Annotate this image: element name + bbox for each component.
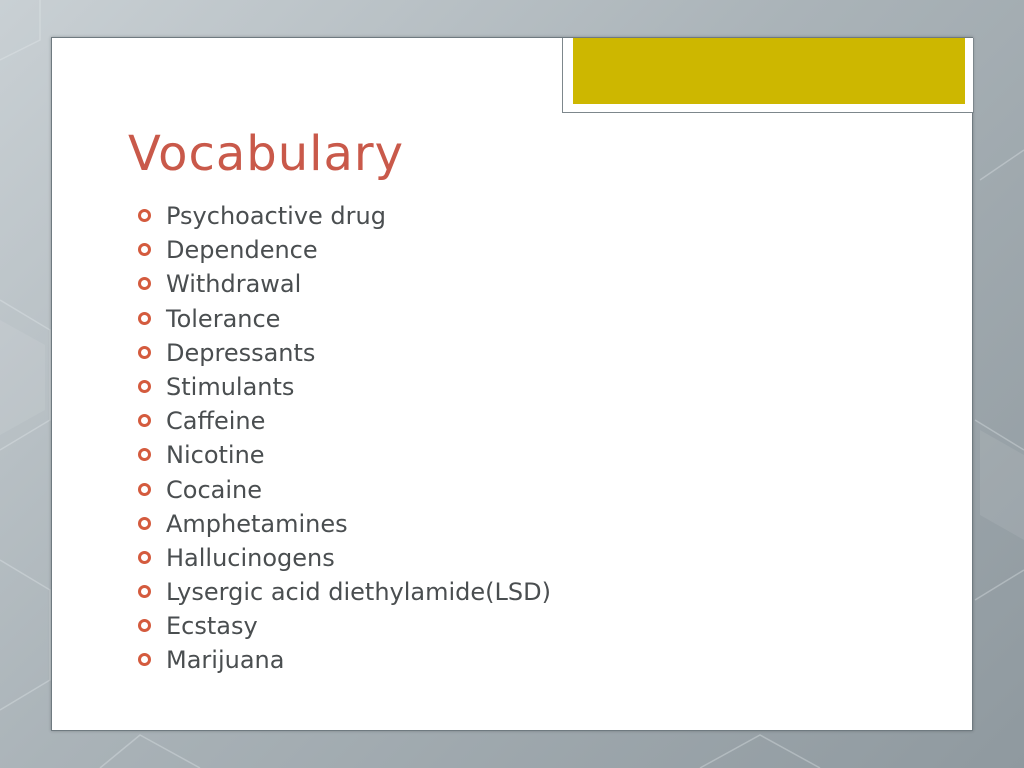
- term-text: Nicotine: [166, 441, 265, 470]
- bullet-icon: [138, 414, 151, 427]
- list-item: [136, 302, 551, 336]
- bullet-icon: [138, 619, 151, 632]
- term-text: Withdrawal: [166, 270, 302, 299]
- list-item: [136, 404, 551, 438]
- bullet-icon: [138, 585, 151, 598]
- bullet-icon: [138, 209, 151, 222]
- list-item: [136, 575, 551, 609]
- term-text: Marijuana: [166, 646, 285, 675]
- bullet-icon: [138, 653, 151, 666]
- bullet-icon: [138, 346, 151, 359]
- term-text: Depressants: [166, 338, 316, 367]
- list-item: [136, 336, 551, 370]
- vocabulary-list: [136, 199, 551, 678]
- term-text: Lysergic acid diethylamide(LSD): [166, 578, 551, 607]
- list-item: [136, 507, 551, 541]
- list-item: [136, 438, 551, 472]
- term-text: Hallucinogens: [166, 543, 335, 572]
- bullet-icon: [138, 312, 151, 325]
- term-text: Stimulants: [166, 372, 295, 401]
- list-item: [136, 473, 551, 507]
- bullet-icon: [138, 517, 151, 530]
- term-text: Ecstasy: [166, 612, 258, 641]
- term-text: Tolerance: [166, 304, 281, 333]
- term-text: Cocaine: [166, 475, 262, 504]
- bullet-icon: [138, 380, 151, 393]
- term-text: Caffeine: [166, 407, 266, 436]
- bullet-icon: [138, 277, 151, 290]
- slide-title: Vocabulary: [128, 126, 405, 182]
- list-item: [136, 267, 551, 301]
- term-text: Amphetamines: [166, 509, 348, 538]
- bullet-icon: [138, 448, 151, 461]
- bullet-icon: [138, 243, 151, 256]
- list-item: [136, 609, 551, 643]
- accent-banner: [573, 38, 965, 104]
- term-text: Dependence: [166, 236, 318, 265]
- list-item: [136, 643, 551, 677]
- bullet-icon: [138, 483, 151, 496]
- list-item: [136, 233, 551, 267]
- term-text: Psychoactive drug: [166, 202, 386, 230]
- accent-banner-frame: [562, 38, 974, 113]
- list-item: [136, 370, 551, 404]
- list-item: [136, 541, 551, 575]
- list-item: [136, 199, 551, 233]
- bullet-icon: [138, 551, 151, 564]
